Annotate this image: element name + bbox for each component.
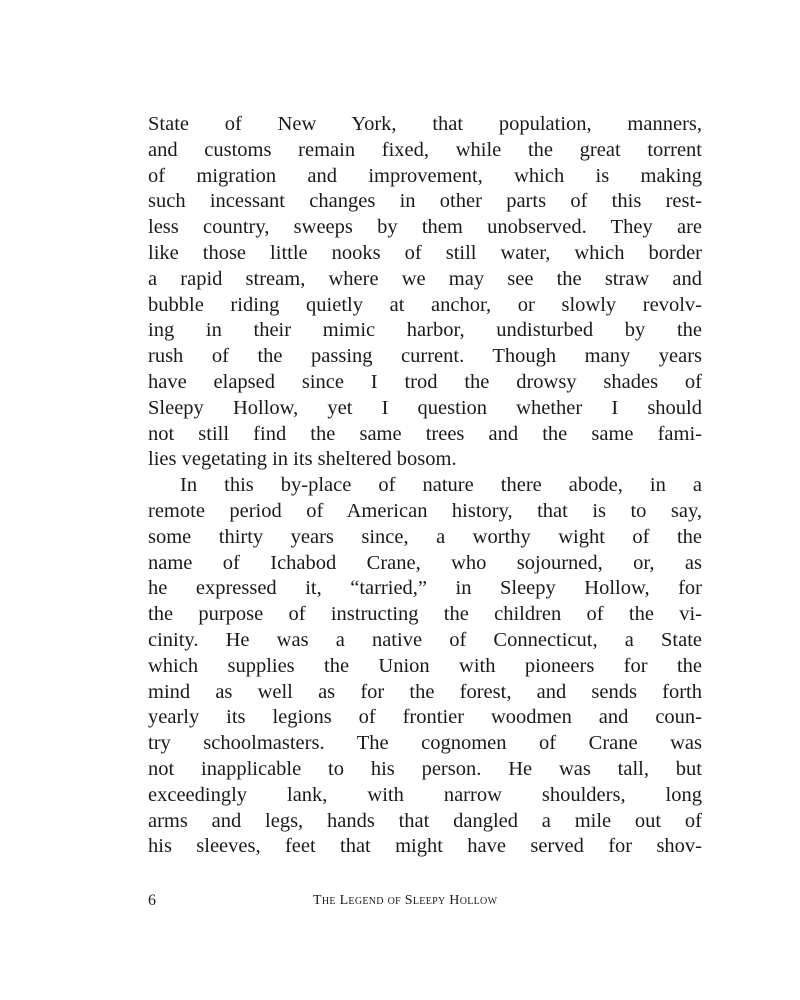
text-line: the purpose of instructing the children of the vi- (148, 603, 702, 626)
paragraph (148, 112, 702, 473)
text-line: not still find the same trees and the same fami- (148, 422, 702, 445)
page-number: 6 (148, 892, 156, 909)
text-line: cinity. He was a native of Connecticut, a State (148, 628, 702, 651)
text-line: yearly its legions of frontier woodmen and coun- (148, 706, 702, 729)
text-line: and customs remain fixed, while the great torrent (148, 138, 702, 161)
text-line: Sleepy Hollow, yet I question whether I should (148, 396, 702, 419)
text-line: such incessant changes in other parts of this rest- (148, 190, 702, 213)
text-line: like those little nooks of still water, which border (148, 241, 702, 264)
text-line: ing in their mimic harbor, undisturbed by the (148, 319, 702, 342)
text-line: he expressed it, “tarried,” in Sleepy Hollow, for (148, 577, 702, 600)
text-line: try schoolmasters. The cognomen of Crane was (148, 732, 702, 755)
text-line: bubble riding quietly at anchor, or slowly revolv- (148, 293, 702, 316)
text-line: of migration and improvement, which is making (148, 164, 702, 187)
running-head: The Legend of Sleepy Hollow (313, 893, 498, 908)
text-line: exceedingly lank, with narrow shoulders, long (148, 783, 702, 806)
text-line: have elapsed since I trod the drowsy shades of (148, 370, 702, 393)
paragraph (148, 473, 702, 860)
text-line: not inapplicable to his person. He was tall, but (148, 757, 702, 780)
page-footer (148, 888, 702, 914)
text-line: In this by-place of nature there abode, in a (180, 474, 702, 497)
text-line: some thirty years since, a worthy wight of the (148, 525, 702, 548)
text-line: State of New York, that population, manners, (148, 113, 702, 135)
text-line: rush of the passing current. Though many years (148, 345, 702, 368)
text-line: remote period of American history, that is to say, (148, 499, 702, 522)
text-line: mind as well as for the forest, and sends forth (148, 680, 702, 703)
text-line: less country, sweeps by them unobserved. They are (148, 216, 702, 239)
page-text (148, 112, 702, 860)
text-line: arms and legs, hands that dangled a mile out of (148, 809, 702, 832)
text-line: lies vegetating in its sheltered bosom. (148, 448, 457, 471)
text-line: his sleeves, feet that might have served for shov- (148, 835, 702, 858)
text-line: which supplies the Union with pioneers for the (148, 654, 702, 677)
text-line: a rapid stream, where we may see the straw and (148, 267, 702, 290)
text-line: name of Ichabod Crane, who sojourned, or, as (148, 551, 702, 574)
